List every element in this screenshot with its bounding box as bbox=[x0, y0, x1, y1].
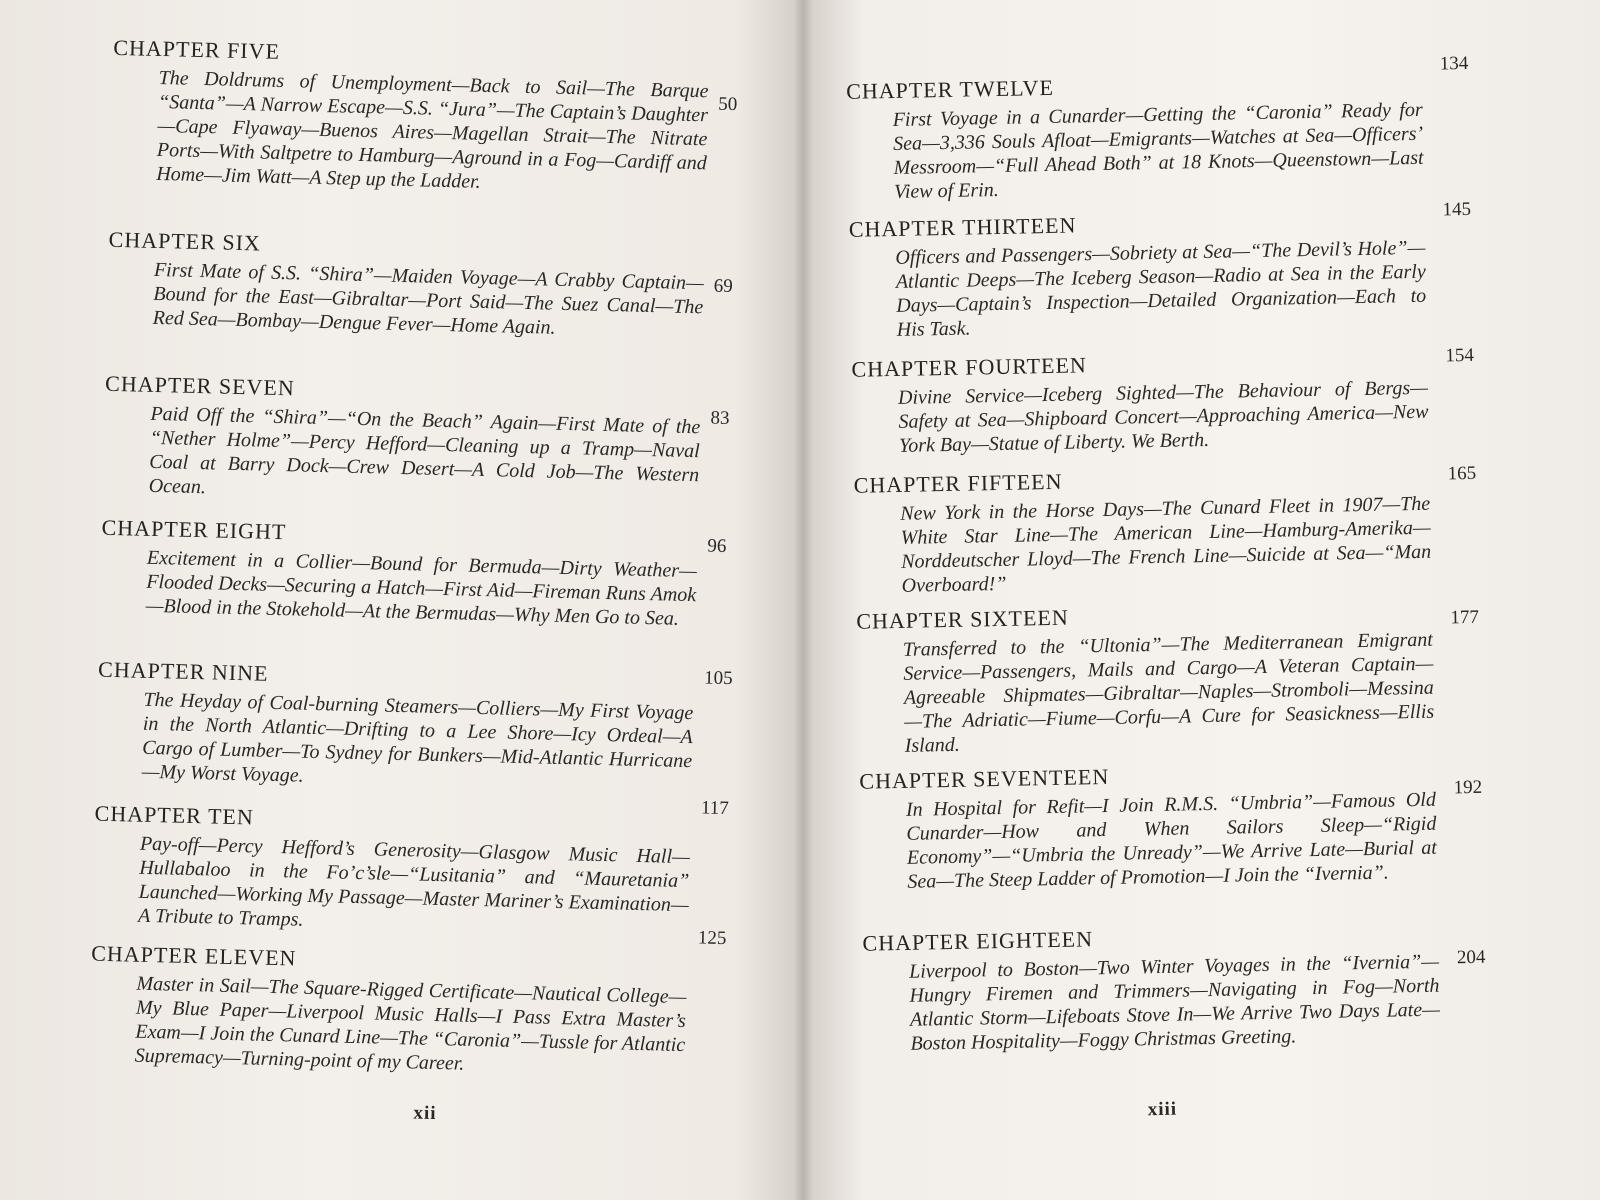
chapter-page-number: 50 bbox=[717, 93, 738, 116]
chapter-description: Master in Sail—The Square-Rigged Certificate—Nautical College—My Blue Paper—Liverpool Music Halls—I Pass Extra Master’s Exam—I Join the Cunard Line—The “Caronia”—Tussle for Atlantic Supremacy—Turning-point of my Career. bbox=[134, 972, 687, 1075]
chapter-heading: CHAPTER SIX bbox=[108, 226, 262, 256]
chapter-entry-twelve bbox=[846, 68, 1424, 205]
chapter-entry-ten bbox=[92, 801, 691, 942]
chapter-description: First Voyage in a Cunarder—Getting the “Caronia” Ready for Sea—3,336 Souls Afloat—Emigrants—Watches at Sea—Officers’ Messroom—“Full Ahead Both” at 18 Knots—Queenstown—Last View of Erin. bbox=[892, 98, 1424, 203]
chapter-page-number: 192 bbox=[1453, 776, 1483, 799]
chapter-description: Pay-off—Percy Hefford’s Generosity—Glasgow Music Hall—Hullabaloo in the Fo’c’sle—“Lusitania” and “Mauretania” Launched—Working My Passage—Master Mariner’s Examination—A Tribute to Tramps. bbox=[137, 832, 691, 931]
chapter-description: In Hospital for Refit—I Join R.M.S. “Umbria”—Famous Old Cunarder—How and When Sailors Sleep—“Rigid Economy”—“Umbria the Unready”—We Arrive Late—Burial at Sea—The Steep Ladder of Promotion—I Join the “Ivernia”. bbox=[905, 788, 1438, 893]
chapter-description: New York in the Horse Days—The Cunard Fleet in 1907—The White Star Line—The American Line—Hamburg-Amerika—Norddeutscher Lloyd—The French Line—Suicide at Sea—“Man Overboard!” bbox=[900, 492, 1432, 597]
chapter-heading: CHAPTER SEVEN bbox=[104, 370, 296, 401]
chapter-heading: CHAPTER FOURTEEN bbox=[851, 352, 1088, 382]
page-folio: xiii bbox=[1147, 1098, 1178, 1121]
chapter-entry-seven bbox=[102, 371, 701, 512]
chapter-page-number: 117 bbox=[700, 797, 730, 820]
chapter-entry-thirteen bbox=[849, 206, 1427, 343]
chapter-entry-eight bbox=[100, 515, 698, 632]
chapter-page-number: 125 bbox=[697, 927, 727, 950]
chapter-description: Paid Off the “Shira”—“On the Beach” Again—First Mate of the “Nether Holme”—Percy Hefford—Cleaning up a Tramp—Naval Coal at Barry Dock—Crew Desert—A Cold Job—The Western Ocean. bbox=[148, 402, 701, 499]
chapter-heading: CHAPTER ELEVEN bbox=[90, 940, 297, 971]
chapter-description: The Heyday of Coal-burning Steamers—Colliers—My First Voyage in the North Atlantic—Drifting to a Lee Shore—Icy Ordeal—A Cargo of Lumber—To Sydney for Bunkers—Mid-Atlantic Hurricane—My Worst Voyage. bbox=[141, 688, 694, 787]
chapter-heading: CHAPTER FIVE bbox=[113, 34, 281, 64]
chapter-heading: CHAPTER TEN bbox=[94, 800, 255, 830]
chapter-page-number: 145 bbox=[1442, 198, 1472, 221]
chapter-entry-eighteen bbox=[862, 920, 1440, 1057]
chapter-heading: CHAPTER SEVENTEEN bbox=[859, 763, 1110, 794]
right-page bbox=[808, 0, 1600, 1200]
chapter-page-number: 105 bbox=[703, 667, 733, 690]
chapter-heading: CHAPTER EIGHTEEN bbox=[862, 926, 1094, 956]
chapter-heading: CHAPTER FIFTEEN bbox=[853, 468, 1063, 498]
chapter-page-number: 165 bbox=[1447, 462, 1477, 485]
chapter-page-number: 177 bbox=[1450, 606, 1480, 629]
chapter-page-number: 154 bbox=[1445, 344, 1475, 367]
chapter-entry-sixteen bbox=[856, 598, 1435, 759]
chapter-heading: CHAPTER NINE bbox=[97, 656, 269, 686]
chapter-description: Excitement in a Collier—Bound for Bermuda—Dirty Weather—Flooded Decks—Securing a Hatch—First Aid—Fireman Runs Amok—Blood in the Stokehold—At the Bermudas—Why Men Go to Sea. bbox=[145, 546, 698, 630]
chapter-description: Transferred to the “Ultonia”—The Mediterranean Emigrant Service—Passengers, Mails and Cargo—A Veteran Captain—Agreeable Shipmates—Gibraltar—Naples—Stromboli—Messina—The Adriatic—Fiume—Corfu—A Cure for Seasickness—Ellis Island. bbox=[902, 628, 1435, 757]
page-folio: xii bbox=[413, 1102, 437, 1125]
chapter-description: Officers and Passengers—Sobriety at Sea—“The Devil’s Hole”—Atlantic Deeps—The Iceberg Season—Radio at Sea in the Early Days—Captain’s Inspection—Detailed Organization—Each to His Task. bbox=[895, 236, 1427, 341]
chapter-page-number: 204 bbox=[1456, 946, 1486, 969]
chapter-heading: CHAPTER EIGHT bbox=[101, 514, 287, 545]
chapter-page-number: 69 bbox=[713, 275, 734, 298]
chapter-heading: CHAPTER THIRTEEN bbox=[848, 212, 1077, 242]
chapter-heading: CHAPTER SIXTEEN bbox=[856, 604, 1069, 634]
chapter-description: Liverpool to Boston—Two Winter Voyages in the “Ivernia”—Hungry Firemen and Trimmers—Navigating in Fog—North Atlantic Storm—Lifeboats Stove In—We Arrive Two Days Late—Boston Hospitality—Foggy Christmas Greeting. bbox=[908, 950, 1441, 1055]
chapter-page-number: 134 bbox=[1439, 52, 1469, 75]
chapter-entry-eleven bbox=[89, 941, 688, 1082]
chapter-heading: CHAPTER TWELVE bbox=[845, 74, 1055, 104]
chapter-page-number: 96 bbox=[707, 535, 727, 557]
chapter-description: Divine Service—Iceberg Sighted—The Behaviour of Bergs—Safety at Sea—Shipboard Concert—Approaching America—New York Bay—Statue of Liberty. We Berth. bbox=[897, 376, 1429, 457]
chapter-description: The Doldrums of Unemployment—Back to Sail—The Barque “Santa”—A Narrow Escape—S.S. “Jura”—The Captain’s Daughter—Cape Flyaway—Buenos Aires—Magellan Strait—The Nitrate Ports—With Saltpetre to Hamburg—Aground in a Fog—Cardiff and Home—Jim Watt—A Step up the Ladder. bbox=[156, 66, 709, 193]
chapter-entry-five bbox=[110, 35, 709, 200]
chapter-entry-six bbox=[107, 227, 705, 344]
chapter-description: First Mate of S.S. “Shira”—Maiden Voyage—A Crabby Captain—Bound for the East—Gibraltar—Port Said—The Suez Canal—The Red Sea—Bombay—Dengue Fever—Home Again. bbox=[152, 258, 705, 339]
chapter-entry-fourteen bbox=[851, 346, 1429, 459]
chapter-entry-fifteen bbox=[853, 462, 1431, 599]
chapter-entry-nine bbox=[95, 657, 694, 798]
right-page-contents bbox=[797, 0, 1600, 1200]
chapter-entry-seventeen bbox=[859, 758, 1437, 895]
chapter-page-number: 83 bbox=[710, 407, 730, 429]
